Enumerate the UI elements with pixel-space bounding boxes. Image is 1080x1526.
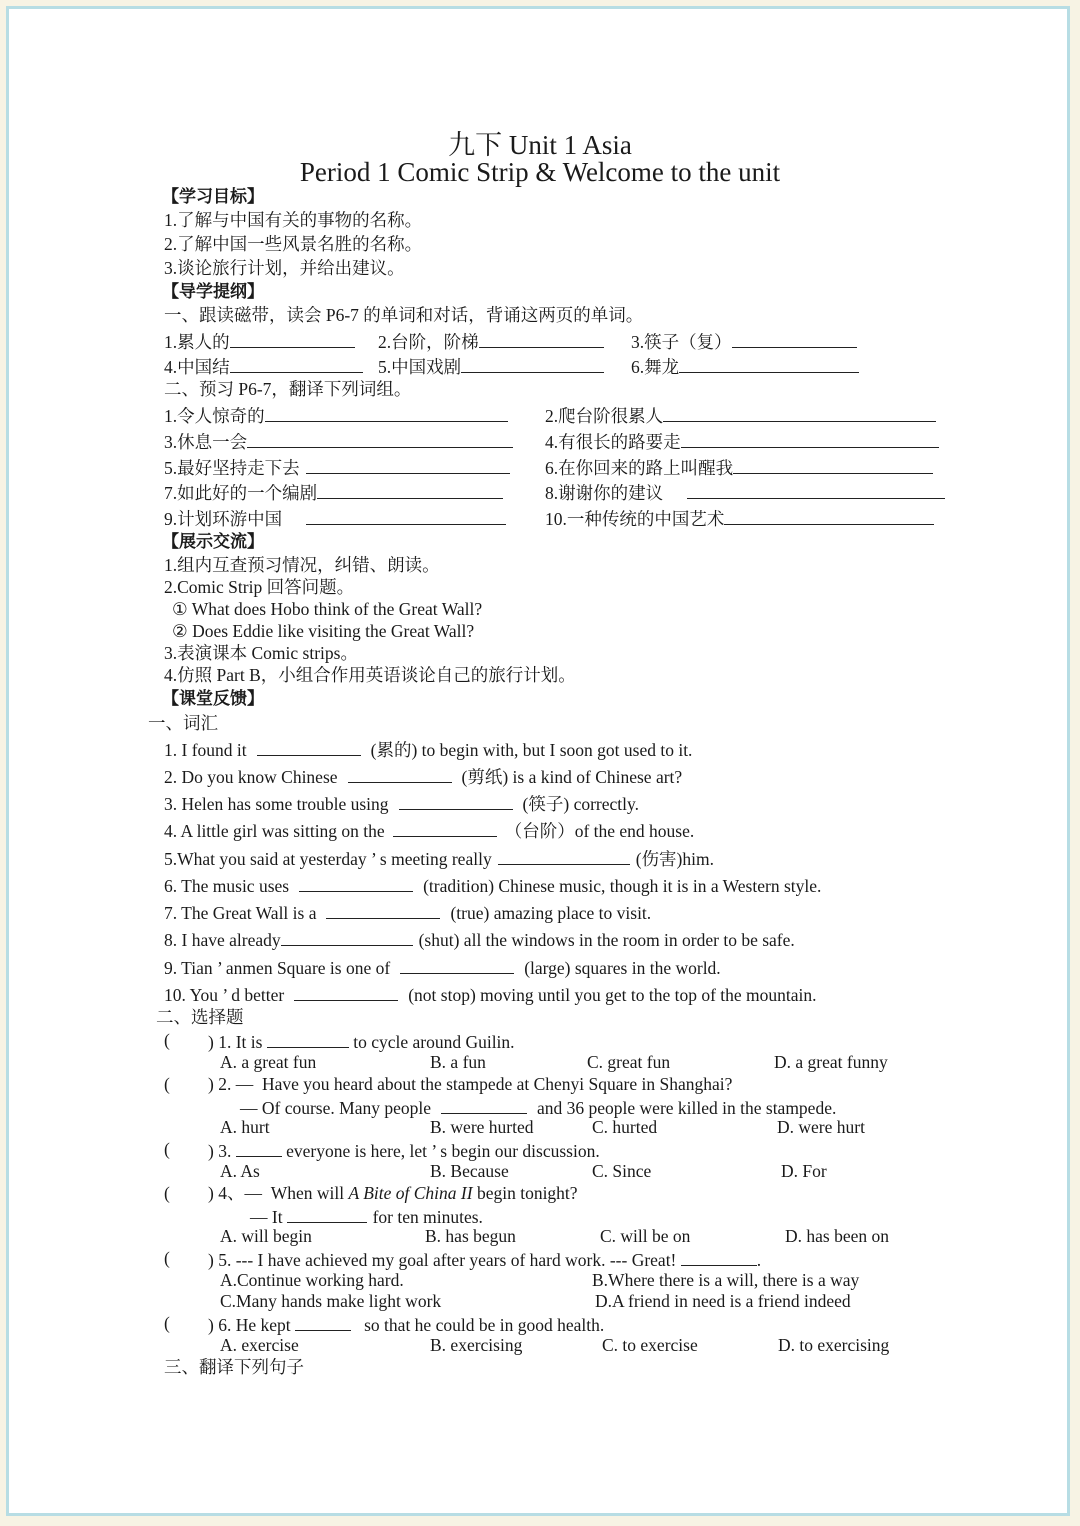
choice-option: A. exercise	[220, 1335, 299, 1355]
vocab-item: 5.What you said at yesterday ’ s meeting really (伤害)him.	[164, 846, 714, 870]
choice-option: A. will begin	[220, 1226, 312, 1246]
choice-question-4-reply: — It for ten minutes.	[250, 1204, 483, 1228]
objective-item: 2.了解中国一些风景名胜的名称。	[164, 234, 423, 254]
phrase-item: 8.谢谢你的建议	[545, 480, 945, 504]
choice-question-2: ) 2. — Have you heard about the stampede at Chenyi Square in Shanghai?	[208, 1074, 733, 1094]
choice-option: A. a great fun	[220, 1052, 317, 1072]
choice-paren: (	[164, 1074, 170, 1094]
choice-option: B. a fun	[430, 1052, 486, 1072]
title-line-2: Period 1 Comic Strip & Welcome to the unit	[299, 157, 781, 187]
phrase-item: 4.有很长的路要走	[545, 429, 939, 453]
section-head-objectives: 【学习目标】	[162, 187, 264, 207]
word-item: 1.累人的	[164, 329, 355, 353]
word-item: 3.筷子（复）	[631, 329, 857, 353]
choice-option: D. a great funny	[774, 1052, 888, 1072]
phrase-item: 5.最好坚持走下去	[164, 455, 510, 479]
section-head-feedback: 【课堂反馈】	[162, 689, 264, 709]
translation-heading: 三、翻译下列句子	[164, 1357, 304, 1377]
word-item: 5.中国戏剧	[378, 354, 604, 378]
vocab-heading: 一、词汇	[148, 713, 218, 733]
choice-paren: (	[164, 1248, 170, 1268]
choice-option: A. hurt	[220, 1117, 270, 1137]
choice-option: B. were hurted	[430, 1117, 534, 1137]
exchange-question: ② Does Eddie like visiting the Great Wall?	[172, 621, 475, 641]
vocab-item: 9. Tian ’ anmen Square is one of (large) squares in the world.	[164, 955, 721, 979]
choice-option: D. were hurt	[777, 1117, 865, 1137]
vocab-item: 6. The music uses (tradition) Chinese music, though it is in a Western style.	[164, 873, 821, 897]
program-title: A Bite of China II	[348, 1183, 473, 1203]
exchange-item: 2.Comic Strip 回答问题。	[164, 577, 355, 597]
guide-intro-2: 二、预习 P6-7，翻译下列词组。	[164, 379, 412, 399]
title-line-1: 九下 Unit 1 Asia	[448, 130, 632, 160]
phrase-item: 3.休息一会	[164, 429, 513, 453]
choice-question-2-reply: — Of course. Many people and 36 people were killed in the stampede.	[240, 1095, 836, 1119]
choice-option: A. As	[220, 1161, 260, 1181]
choice-option: A.Continue working hard.	[220, 1270, 404, 1290]
choice-option: C. to exercise	[602, 1335, 698, 1355]
choice-paren: (	[164, 1183, 170, 1203]
choice-option: B.Where there is a will, there is a way	[592, 1270, 860, 1290]
choice-option: C. hurted	[592, 1117, 658, 1137]
section-head-guide: 【导学提纲】	[162, 282, 264, 302]
guide-intro-1: 一、跟读磁带，读会 P6-7 的单词和对话，背诵这两页的单词。	[164, 305, 644, 325]
choice-option: B. has begun	[425, 1226, 516, 1246]
exchange-question: ① What does Hobo think of the Great Wall?	[172, 599, 483, 619]
choice-option: C. great fun	[587, 1052, 671, 1072]
choice-question-6: ) 6. He kept so that he could be in good health.	[208, 1312, 604, 1336]
word-item: 2.台阶，阶梯	[378, 329, 604, 353]
vocab-item: 3. Helen has some trouble using (筷子) correctly.	[164, 791, 639, 815]
choice-question-1: ) 1. It is to cycle around Guilin.	[208, 1029, 515, 1053]
choice-option: D. to exercising	[778, 1335, 890, 1355]
vocab-item: 10. You ’ d better (not stop) moving until you get to the top of the mountain.	[164, 982, 817, 1006]
phrase-item: 2.爬台阶很累人	[545, 403, 936, 427]
exchange-item: 4.仿照 Part B，小组合作用英语谈论自己的旅行计划。	[164, 665, 576, 685]
vocab-item: 1. I found it (累的) to begin with, but I soon got used to it.	[164, 737, 692, 761]
phrase-item: 7.如此好的一个编剧	[164, 480, 503, 504]
phrase-item: 10.一种传统的中国艺术	[545, 506, 934, 530]
choice-option: D. has been on	[785, 1226, 890, 1246]
choice-paren: (	[164, 1030, 170, 1050]
choice-question-5: ) 5. --- I have achieved my goal after years of hard work. --- Great! .	[208, 1247, 761, 1271]
word-item: 4.中国结	[164, 354, 363, 378]
objective-item: 3.谈论旅行计划，并给出建议。	[164, 258, 405, 278]
phrase-item: 9.计划环游中国	[164, 506, 506, 530]
choice-question-3: ) 3. everyone is here, let ’ s begin our discussion.	[208, 1138, 600, 1162]
exchange-item: 1.组内互查预习情况，纠错、朗读。	[164, 555, 440, 575]
choice-paren: (	[164, 1313, 170, 1333]
vocab-item: 7. The Great Wall is a (true) amazing place to visit.	[164, 900, 651, 924]
choice-option: D.A friend in need is a friend indeed	[595, 1291, 851, 1311]
choice-option: C.Many hands make light work	[220, 1291, 442, 1311]
choice-option: B. Because	[430, 1161, 509, 1181]
choice-heading: 二、选择题	[156, 1007, 244, 1027]
section-head-exchange: 【展示交流】	[162, 532, 264, 552]
objective-item: 1.了解与中国有关的事物的名称。	[164, 210, 423, 230]
choice-option: B. exercising	[430, 1335, 523, 1355]
word-item: 6.舞龙	[631, 354, 859, 378]
vocab-item: 8. I have already (shut) all the windows in the room in order to be safe.	[164, 927, 795, 951]
vocab-item: 4. A little girl was sitting on the （台阶）of the end house.	[164, 818, 694, 842]
vocab-item: 2. Do you know Chinese (剪纸) is a kind of Chinese art?	[164, 764, 682, 788]
choice-paren: (	[164, 1139, 170, 1159]
choice-question-4: ) 4、— When will A Bite of China II begin tonight?	[208, 1183, 578, 1203]
choice-option: C. Since	[592, 1161, 652, 1181]
choice-option: C. will be on	[600, 1226, 691, 1246]
exchange-item: 3.表演课本 Comic strips。	[164, 643, 358, 663]
phrase-item: 6.在你回来的路上叫醒我	[545, 455, 933, 479]
choice-option: D. For	[781, 1161, 827, 1181]
phrase-item: 1.令人惊奇的	[164, 403, 508, 427]
